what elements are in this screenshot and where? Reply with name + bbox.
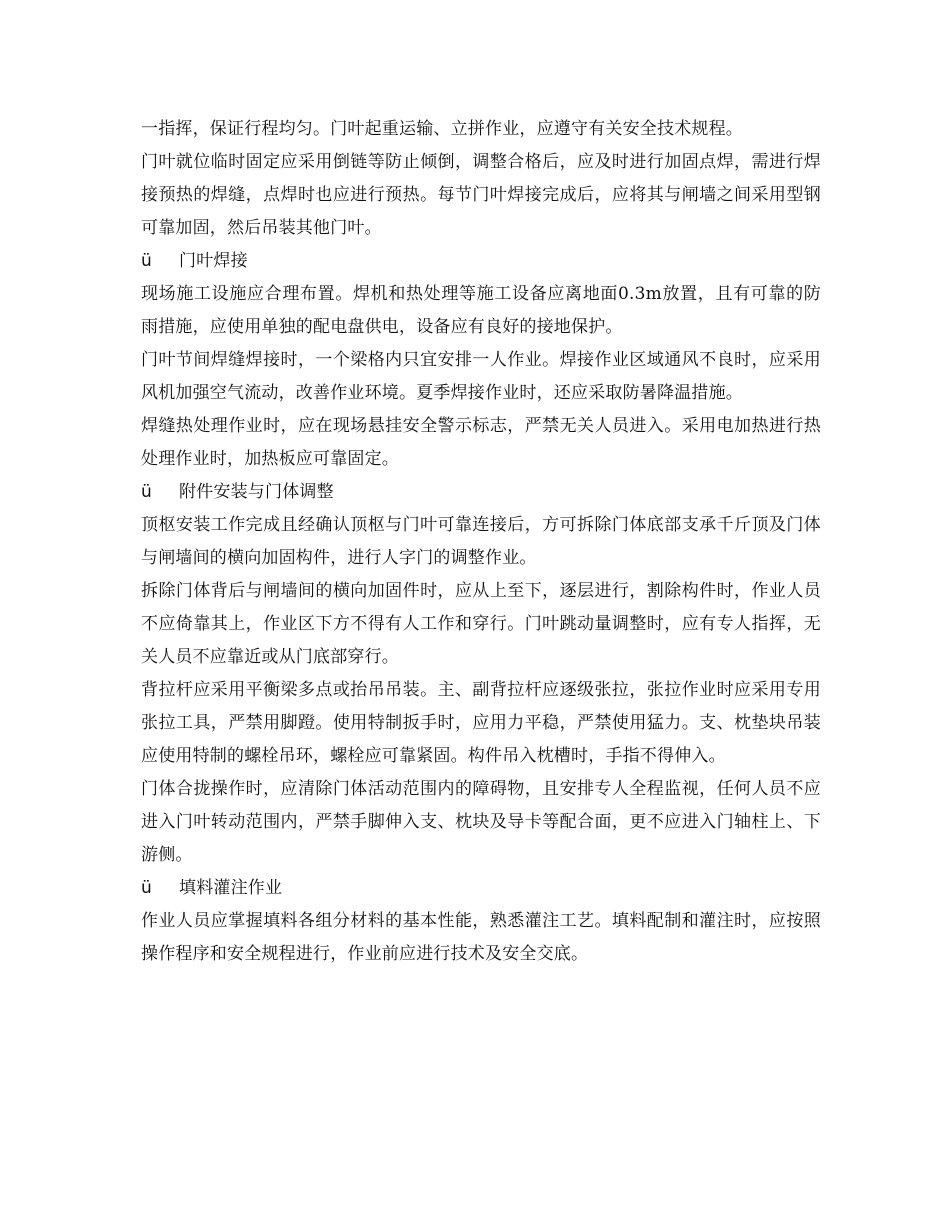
paragraph: 门叶就位临时固定应采用倒链等防止倾倒，调整合格后，应及时进行加固点焊，需进行焊接预热的焊缝，点焊时也应进行预热。每节门叶焊接完成后，应将其与闸墙之间采用型钢可靠加固，然后吊装其他门叶。 <box>141 152 821 238</box>
paragraph: 拆除门体背后与闸墙间的横向加固件时，应从上至下，逐层进行，割除构件时，作业人员不应倚靠其上，作业区下方不得有人工作和穿行。门叶跳动量调整时，应有专人指挥，无关人员不应靠近或从门底部穿行。 <box>141 581 821 667</box>
paragraph: 顶枢安装工作完成且经确认顶枢与门叶可靠连接后，方可拆除门体底部支承千斤顶及门体与闸墙间的横向加固构件，进行人字门的调整作业。 <box>141 515 821 568</box>
checkmark-bullet-icon: ü <box>141 482 152 502</box>
paragraph: 现场施工设施应合理布置。焊机和热处理等施工设备应离地面0.3m放置，且有可靠的防雨措施，应使用单独的配电盘供电，设备应有良好的接地保护。 <box>141 284 821 337</box>
paragraph: 门叶节间焊缝焊接时，一个梁格内只宜安排一人作业。焊接作业区域通风不良时，应采用风机加强空气流动，改善作业环境。夏季焊接作业时，还应采取防暑降温措施。 <box>141 350 821 403</box>
checkmark-bullet-icon: ü <box>141 878 152 898</box>
section-heading-text: 填料灌注作业 <box>179 878 283 898</box>
paragraph: 作业人员应掌握填料各组分材料的基本性能，熟悉灌注工艺。填料配制和灌注时，应按照操作程序和安全规程进行，作业前应进行技术及安全交底。 <box>141 911 821 964</box>
section-heading-text: 门叶焊接 <box>179 251 248 271</box>
checkmark-bullet-icon: ü <box>141 251 152 271</box>
paragraph: 一指挥，保证行程均匀。门叶起重运输、立拼作业，应遵守有关安全技术规程。 <box>141 119 743 139</box>
section-heading <box>141 476 821 509</box>
section-heading <box>141 245 821 278</box>
section-heading <box>141 872 821 905</box>
paragraph: 背拉杆应采用平衡梁多点或抬吊吊装。主、副背拉杆应逐级张拉，张拉作业时应采用专用张拉工具，严禁用脚蹬。使用特制扳手时，应用力平稳，严禁使用猛力。支、枕垫块吊装应使用特制的螺栓吊环，螺栓应可靠紧固。构件吊入枕槽时，手指不得伸入。 <box>141 680 821 766</box>
paragraph: 门体合拢操作时，应清除门体活动范围内的障碍物，且安排专人全程监视，任何人员不应进入门叶转动范围内，严禁手脚伸入支、枕块及导卡等配合面，更不应进入门轴柱上、下游侧。 <box>141 779 821 865</box>
paragraph: 焊缝热处理作业时，应在现场悬挂安全警示标志，严禁无关人员进入。采用电加热进行热处理作业时，加热板应可靠固定。 <box>141 416 821 469</box>
section-heading-text: 附件安装与门体调整 <box>179 482 334 502</box>
document-body <box>141 113 821 971</box>
